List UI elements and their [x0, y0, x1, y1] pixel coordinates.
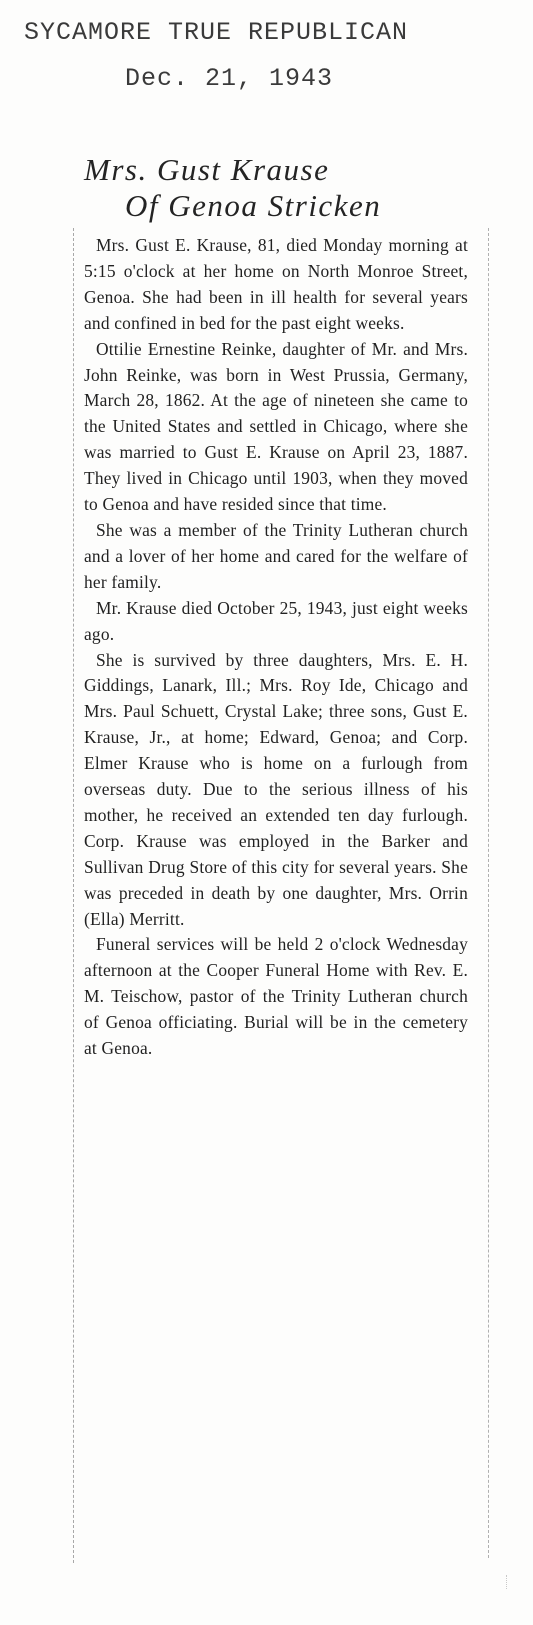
headline-line-2: Of Genoa Stricken — [125, 188, 382, 223]
publication-date: Dec. 21, 1943 — [125, 64, 334, 93]
newspaper-name: SYCAMORE TRUE REPUBLICAN — [24, 18, 409, 47]
article-paragraph: She is survived by three daughters, Mrs. E. H. Giddings, Lanark, Ill.; Mrs. Roy Ide, Chicago and Mrs. Paul Schuett, Crystal Lake; three sons, Gust E. Krause, Jr., at home; Edward, Genoa; and Corp. Elmer Krause who is home on a furlough from overseas duty. Due to the serious illness of his mother, he received an extended ten day furlough. Corp. Krause was employed in the Barker and Sullivan Drug Store of this city for several years. She was preceded in death by one daughter, Mrs. Orrin (Ella) Merritt. — [84, 649, 468, 929]
article-paragraph: Mrs. Gust E. Krause, 81, died Monday morning at 5:15 o'clock at her home on North Monroe Street, Genoa. She had been in ill health for several years and confined in bed for the past eight weeks. — [84, 235, 468, 333]
scan-mark — [506, 1575, 513, 1589]
article-paragraph: Funeral services will be held 2 o'clock Wednesday afternoon at the Cooper Funeral Home with Rev. E. M. Teischow, pastor of the Trinity Lutheran church of Genoa officiating. Burial will be in the cemetery at Genoa. — [84, 934, 468, 1059]
clipping-right-edge — [488, 228, 489, 1558]
clipping-left-edge — [73, 228, 74, 1563]
headline-line-1: Mrs. Gust Krause — [84, 152, 330, 187]
article-body — [84, 233, 468, 1062]
article-paragraph: Ottilie Ernestine Reinke, daughter of Mr. and Mrs. John Reinke, was born in West Prussia, Germany, March 28, 1862. At the age of nineteen she came to the United States and settled in Chicago, where she was married to Gust E. Krause on April 23, 1887. They lived in Chicago until 1903, when they moved to Genoa and have resided since that time. — [84, 338, 468, 515]
article-paragraph: Mr. Krause died October 25, 1943, just eight weeks ago. — [84, 597, 468, 644]
article-paragraph: She was a member of the Trinity Lutheran church and a lover of her home and cared for the welfare of her family. — [84, 519, 468, 592]
